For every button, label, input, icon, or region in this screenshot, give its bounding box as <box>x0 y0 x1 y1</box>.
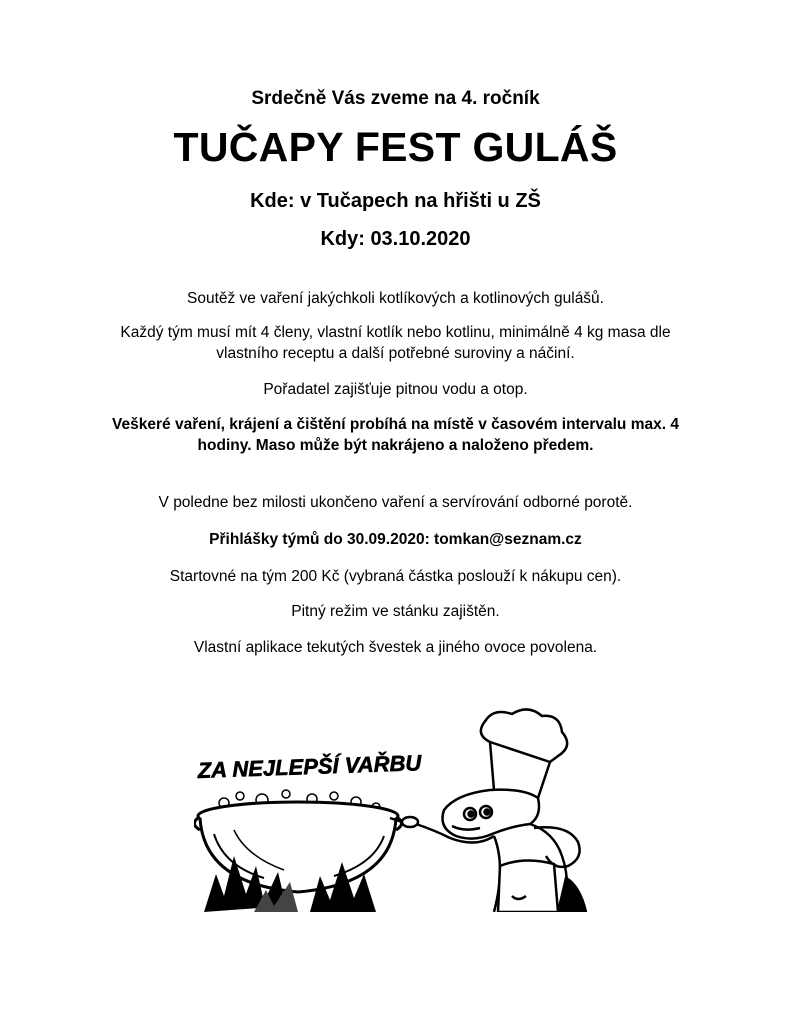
chef-figure <box>390 709 586 912</box>
cartoon-caption: ZA NEJLEPŠÍ VAŘBU <box>197 750 422 783</box>
event-location: Kde: v Tučapech na hřišti u ZŠ <box>250 190 541 212</box>
entry-fee-text: Startovné na tým 200 Kč (vybraná částka poslouží k nákupu cen). <box>169 568 622 585</box>
competition-text: Soutěž ve vaření jakýchkoli kotlíkových a kotlinových gulášů. <box>187 290 604 307</box>
team-rules-text: Každý tým musí mít 4 členy, vlastní kotlík nebo kotlinu, minimálně 4 kg masa dle vlastního receptu a další potřebné suroviny a náčiní. <box>120 324 671 362</box>
cooking-rules-text: Veškeré vaření, krájení a čištění probíhá na místě v časovém intervalu max. 4 hodiny. Maso může být nakrájeno a naloženo předem. <box>112 416 679 454</box>
drinks-text: Pitný režim ve stánku zajištěn. <box>291 603 500 620</box>
event-title: TUČAPY FEST GULÁŠ <box>173 124 618 170</box>
registration-text: Přihlášky týmů do 30.09.2020: tomkan@seznam.cz <box>209 531 582 548</box>
organizer-text: Pořadatel zajišťuje pitnou vodu a otop. <box>263 381 528 398</box>
own-fruit-text: Vlastní aplikace tekutých švestek a jiného ovoce povolena. <box>193 639 598 656</box>
noon-deadline-text: V poledne bez milosti ukončeno vaření a servírování odborné porotě. <box>158 494 633 511</box>
event-date: Kdy: 03.10.2020 <box>320 228 471 250</box>
cauldron <box>194 802 401 892</box>
invitation-line: Srdečně Vás zveme na 4. ročník <box>251 88 540 109</box>
chef-cooking-cauldron-icon <box>194 706 598 912</box>
